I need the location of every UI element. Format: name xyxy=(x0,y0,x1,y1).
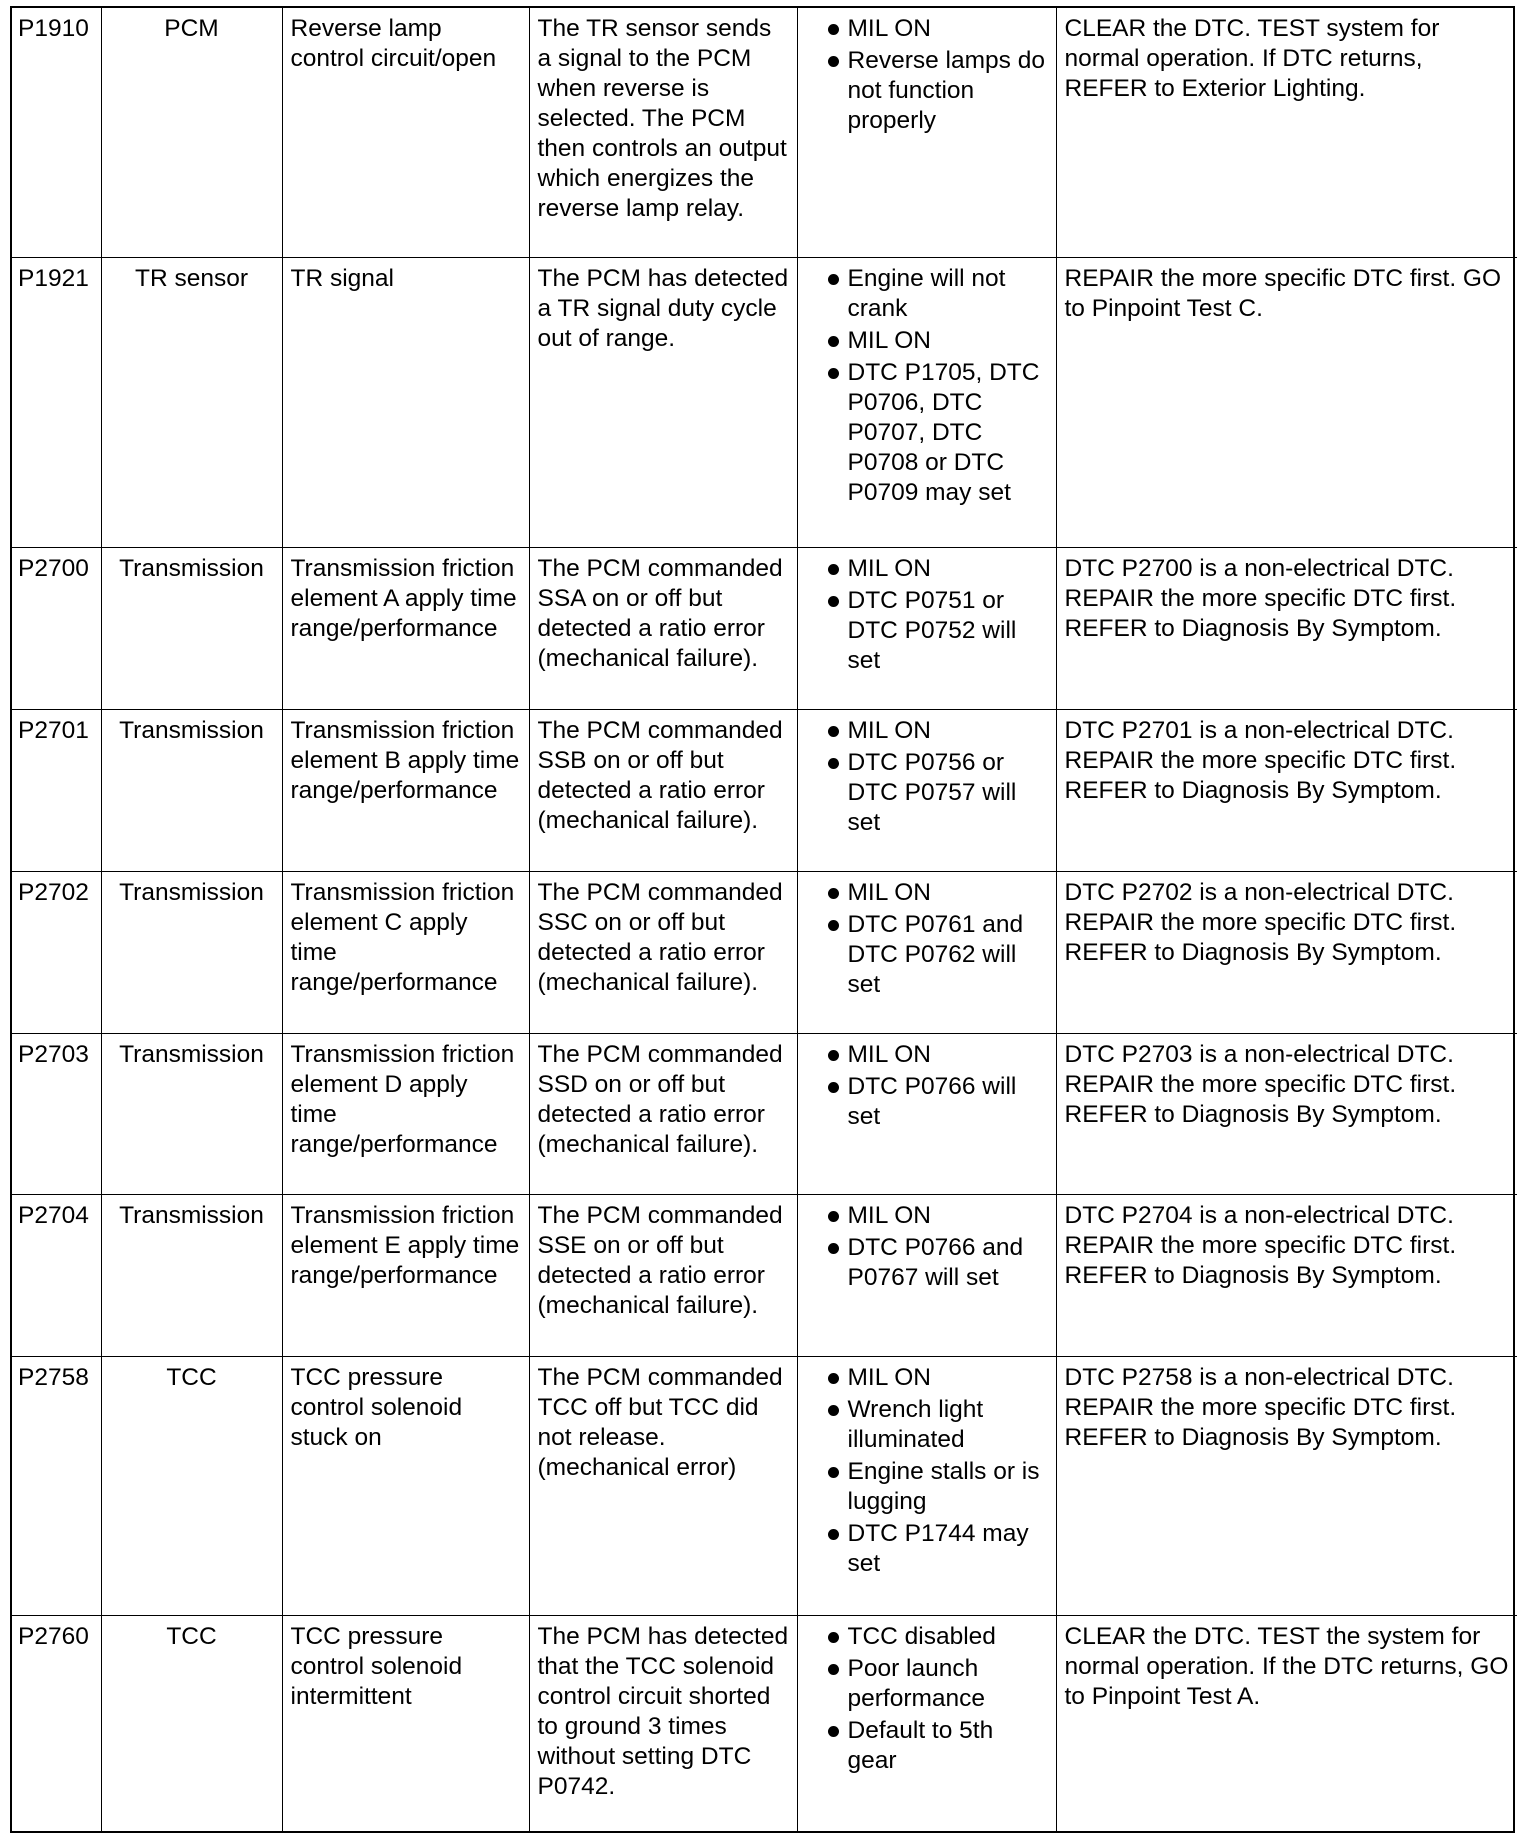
symptom-item xyxy=(806,1201,1048,1231)
symptom-item xyxy=(806,748,1048,838)
module-name: PCM xyxy=(164,15,219,42)
bullet-icon xyxy=(828,1405,839,1416)
symptom-item xyxy=(806,910,1048,1000)
dtc-description: Transmission friction element C apply time range/performance xyxy=(290,878,515,996)
dtc-code: P1921 xyxy=(18,264,89,292)
symptom-item xyxy=(806,554,1048,584)
dtc-code-cell xyxy=(12,871,101,1033)
symptom-item xyxy=(806,1363,1048,1393)
action-cell xyxy=(1056,710,1517,872)
table-row xyxy=(12,710,1517,872)
symptom-text: DTC P1744 may set xyxy=(847,1520,1029,1577)
module-name: Transmission xyxy=(119,717,264,745)
dtc-code: P2701 xyxy=(18,717,89,745)
bullet-icon xyxy=(828,1211,839,1222)
bullet-icon xyxy=(828,1373,839,1384)
symptom-item xyxy=(806,358,1048,508)
description-cell xyxy=(282,257,529,548)
symptom-text: Reverse lamps do not function properly xyxy=(847,47,1045,134)
module-cell xyxy=(101,8,282,257)
condition-text: The PCM has detected a TR signal duty cycle out of range. xyxy=(537,264,789,352)
bullet-icon xyxy=(828,1726,839,1737)
bullet-icon xyxy=(828,1632,839,1643)
condition-cell xyxy=(529,1615,797,1831)
bullet-icon xyxy=(828,596,839,607)
condition-cell xyxy=(529,548,797,710)
symptom-item xyxy=(806,264,1048,324)
module-name: Transmission xyxy=(119,1202,264,1230)
action-cell xyxy=(1056,1033,1517,1195)
table-row xyxy=(12,1195,1517,1357)
symptom-list xyxy=(806,878,1048,1000)
symptom-cell xyxy=(797,257,1056,548)
symptom-item xyxy=(806,1457,1048,1517)
symptom-item xyxy=(806,586,1048,676)
action-text: DTC P2702 is a non-electrical DTC. REPAIR the more specific DTC first. REFER to Diagnosis By Symptom. xyxy=(1064,878,1457,966)
action-text: CLEAR the DTC. TEST system for normal operation. If DTC returns, REFER to Exterior Lighting. xyxy=(1064,15,1440,102)
symptom-item xyxy=(806,1395,1048,1455)
table-row xyxy=(12,8,1517,257)
dtc-code: P2760 xyxy=(18,1622,89,1650)
bullet-icon xyxy=(828,1529,839,1540)
module-cell xyxy=(101,871,282,1033)
condition-text: The PCM commanded SSB on or off but detected a ratio error (mechanical failure). xyxy=(537,717,783,835)
symptom-text: MIL ON xyxy=(847,15,931,42)
dtc-code-cell xyxy=(12,710,101,872)
condition-cell xyxy=(529,1357,797,1616)
bullet-icon xyxy=(828,336,839,347)
description-cell xyxy=(282,1033,529,1195)
action-text: CLEAR the DTC. TEST the system for normal operation. If the DTC returns, GO to Pinpoint Test A. xyxy=(1064,1622,1509,1710)
description-cell xyxy=(282,8,529,257)
bullet-icon xyxy=(828,1664,839,1675)
condition-text: The PCM commanded SSA on or off but detected a ratio error (mechanical failure). xyxy=(537,555,783,673)
bullet-icon xyxy=(828,920,839,931)
dtc-table-sheet xyxy=(10,6,1515,1833)
symptom-text: DTC P0766 and P0767 will set xyxy=(847,1234,1024,1292)
condition-text: The PCM commanded SSC on or off but detected a ratio error (mechanical failure). xyxy=(537,878,783,996)
symptom-list xyxy=(806,1040,1048,1132)
symptom-text: TCC disabled xyxy=(847,1622,996,1650)
symptom-cell xyxy=(797,8,1056,257)
module-name: Transmission xyxy=(119,555,264,583)
module-name: Transmission xyxy=(119,1040,264,1068)
description-cell xyxy=(282,871,529,1033)
bullet-icon xyxy=(828,1050,839,1061)
symptom-text: MIL ON xyxy=(847,1040,931,1068)
bullet-icon xyxy=(828,368,839,379)
bullet-icon xyxy=(828,56,839,67)
dtc-code-cell xyxy=(12,1195,101,1357)
module-cell xyxy=(101,1357,282,1616)
action-cell xyxy=(1056,871,1517,1033)
condition-text: The PCM commanded SSE on or off but detected a ratio error (mechanical failure). xyxy=(537,1202,783,1320)
dtc-code-cell xyxy=(12,548,101,710)
dtc-code-cell xyxy=(12,1615,101,1831)
action-text: DTC P2703 is a non-electrical DTC. REPAIR the more specific DTC first. REFER to Diagnosis By Symptom. xyxy=(1064,1040,1457,1128)
table-row xyxy=(12,548,1517,710)
dtc-code: P1910 xyxy=(18,15,89,42)
symptom-list xyxy=(806,554,1048,676)
symptom-cell xyxy=(797,1615,1056,1831)
symptom-text: Wrench light illuminated xyxy=(847,1396,984,1453)
symptom-cell xyxy=(797,710,1056,872)
action-text: REPAIR the more specific DTC first. GO to Pinpoint Test C. xyxy=(1064,264,1502,322)
dtc-code-cell xyxy=(12,8,101,257)
dtc-code-cell xyxy=(12,257,101,548)
action-cell xyxy=(1056,1195,1517,1357)
condition-cell xyxy=(529,1195,797,1357)
module-cell xyxy=(101,1195,282,1357)
module-name: TCC xyxy=(166,1622,217,1650)
symptom-text: MIL ON xyxy=(847,717,931,745)
description-cell xyxy=(282,548,529,710)
bullet-icon xyxy=(828,888,839,899)
action-cell xyxy=(1056,548,1517,710)
action-cell xyxy=(1056,8,1517,257)
symptom-item xyxy=(806,716,1048,746)
action-text: DTC P2704 is a non-electrical DTC. REPAIR the more specific DTC first. REFER to Diagnosis By Symptom. xyxy=(1064,1202,1457,1290)
action-text: DTC P2701 is a non-electrical DTC. REPAIR the more specific DTC first. REFER to Diagnosis By Symptom. xyxy=(1064,717,1457,805)
dtc-description: Transmission friction element A apply time range/performance xyxy=(290,555,517,643)
symptom-text: MIL ON xyxy=(847,555,931,583)
condition-cell xyxy=(529,710,797,872)
condition-cell xyxy=(529,257,797,548)
table-row xyxy=(12,1357,1517,1616)
dtc-code: P2758 xyxy=(18,1364,89,1391)
bullet-icon xyxy=(828,1082,839,1093)
condition-text: The PCM commanded TCC off but TCC did not release. (mechanical error) xyxy=(537,1364,783,1481)
bullet-icon xyxy=(828,758,839,769)
dtc-code-cell xyxy=(12,1357,101,1616)
dtc-code: P2700 xyxy=(18,555,89,583)
module-cell xyxy=(101,257,282,548)
dtc-table xyxy=(12,8,1517,1831)
action-cell xyxy=(1056,1357,1517,1616)
dtc-code: P2703 xyxy=(18,1040,89,1068)
dtc-description: Transmission friction element B apply time range/performance xyxy=(290,717,520,805)
dtc-table-body xyxy=(12,8,1517,1831)
symptom-text: DTC P0766 will set xyxy=(847,1072,1017,1130)
symptom-text: MIL ON xyxy=(847,1202,931,1230)
symptom-text: MIL ON xyxy=(847,326,931,354)
symptom-list xyxy=(806,264,1048,508)
module-name: TCC xyxy=(166,1364,217,1391)
symptom-item xyxy=(806,1233,1048,1293)
symptom-text: DTC P0756 or DTC P0757 will set xyxy=(847,749,1017,837)
description-cell xyxy=(282,710,529,872)
symptom-text: Poor launch performance xyxy=(847,1654,986,1712)
action-text: DTC P2758 is a non-electrical DTC. REPAIR the more specific DTC first. REFER to Diagnosis By Symptom. xyxy=(1064,1364,1457,1451)
condition-text: The PCM has detected that the TCC solenoid control circuit shorted to ground 3 times without setting DTC P0742. xyxy=(537,1622,789,1800)
symptom-text: Engine stalls or is lugging xyxy=(847,1458,1040,1515)
symptom-text: DTC P0761 and DTC P0762 will set xyxy=(847,910,1024,998)
description-cell xyxy=(282,1357,529,1616)
table-row xyxy=(12,257,1517,548)
dtc-description: TR signal xyxy=(290,264,394,292)
symptom-list xyxy=(806,1363,1048,1579)
condition-cell xyxy=(529,1033,797,1195)
symptom-list xyxy=(806,1622,1048,1776)
symptom-item xyxy=(806,14,1048,44)
module-cell xyxy=(101,710,282,872)
bullet-icon xyxy=(828,726,839,737)
bullet-icon xyxy=(828,24,839,35)
condition-text: The TR sensor sends a signal to the PCM when reverse is selected. The PCM then controls an output which energizes the reverse lamp relay. xyxy=(537,15,787,222)
symptom-item xyxy=(806,1040,1048,1070)
table-row xyxy=(12,1033,1517,1195)
bullet-icon xyxy=(828,564,839,575)
dtc-description: Transmission friction element D apply time range/performance xyxy=(290,1040,515,1158)
symptom-cell xyxy=(797,1357,1056,1616)
action-cell xyxy=(1056,1615,1517,1831)
condition-cell xyxy=(529,871,797,1033)
symptom-text: DTC P1705, DTC P0706, DTC P0707, DTC P0708 or DTC P0709 may set xyxy=(847,358,1040,506)
symptom-cell xyxy=(797,871,1056,1033)
dtc-code: P2702 xyxy=(18,878,89,906)
bullet-icon xyxy=(828,1243,839,1254)
symptom-item xyxy=(806,1716,1048,1776)
symptom-list xyxy=(806,1201,1048,1293)
symptom-item xyxy=(806,1072,1048,1132)
module-cell xyxy=(101,1615,282,1831)
table-row xyxy=(12,1615,1517,1831)
description-cell xyxy=(282,1615,529,1831)
dtc-code-cell xyxy=(12,1033,101,1195)
table-row xyxy=(12,871,1517,1033)
symptom-text: MIL ON xyxy=(847,878,931,906)
module-name: Transmission xyxy=(119,878,264,906)
dtc-code: P2704 xyxy=(18,1202,89,1230)
symptom-item xyxy=(806,46,1048,136)
symptom-list xyxy=(806,14,1048,136)
module-cell xyxy=(101,548,282,710)
symptom-cell xyxy=(797,548,1056,710)
module-name: TR sensor xyxy=(134,264,248,292)
bullet-icon xyxy=(828,274,839,285)
condition-cell xyxy=(529,8,797,257)
dtc-description: TCC pressure control solenoid stuck on xyxy=(290,1364,463,1451)
symptom-item xyxy=(806,326,1048,356)
dtc-description: Reverse lamp control circuit/open xyxy=(290,15,497,72)
description-cell xyxy=(282,1195,529,1357)
symptom-item xyxy=(806,1519,1048,1579)
symptom-text: DTC P0751 or DTC P0752 will set xyxy=(847,587,1017,675)
symptom-list xyxy=(806,716,1048,838)
action-cell xyxy=(1056,257,1517,548)
condition-text: The PCM commanded SSD on or off but detected a ratio error (mechanical failure). xyxy=(537,1040,783,1158)
bullet-icon xyxy=(828,1467,839,1478)
dtc-description: TCC pressure control solenoid intermittent xyxy=(290,1622,463,1710)
symptom-item xyxy=(806,1654,1048,1714)
symptom-item xyxy=(806,1622,1048,1652)
symptom-cell xyxy=(797,1195,1056,1357)
dtc-description: Transmission friction element E apply time range/performance xyxy=(290,1202,520,1290)
symptom-text: Default to 5th gear xyxy=(847,1716,994,1774)
action-text: DTC P2700 is a non-electrical DTC. REPAIR the more specific DTC first. REFER to Diagnosis By Symptom. xyxy=(1064,555,1457,643)
module-cell xyxy=(101,1033,282,1195)
symptom-item xyxy=(806,878,1048,908)
symptom-text: Engine will not crank xyxy=(847,264,1006,322)
symptom-cell xyxy=(797,1033,1056,1195)
symptom-text: MIL ON xyxy=(847,1364,931,1391)
